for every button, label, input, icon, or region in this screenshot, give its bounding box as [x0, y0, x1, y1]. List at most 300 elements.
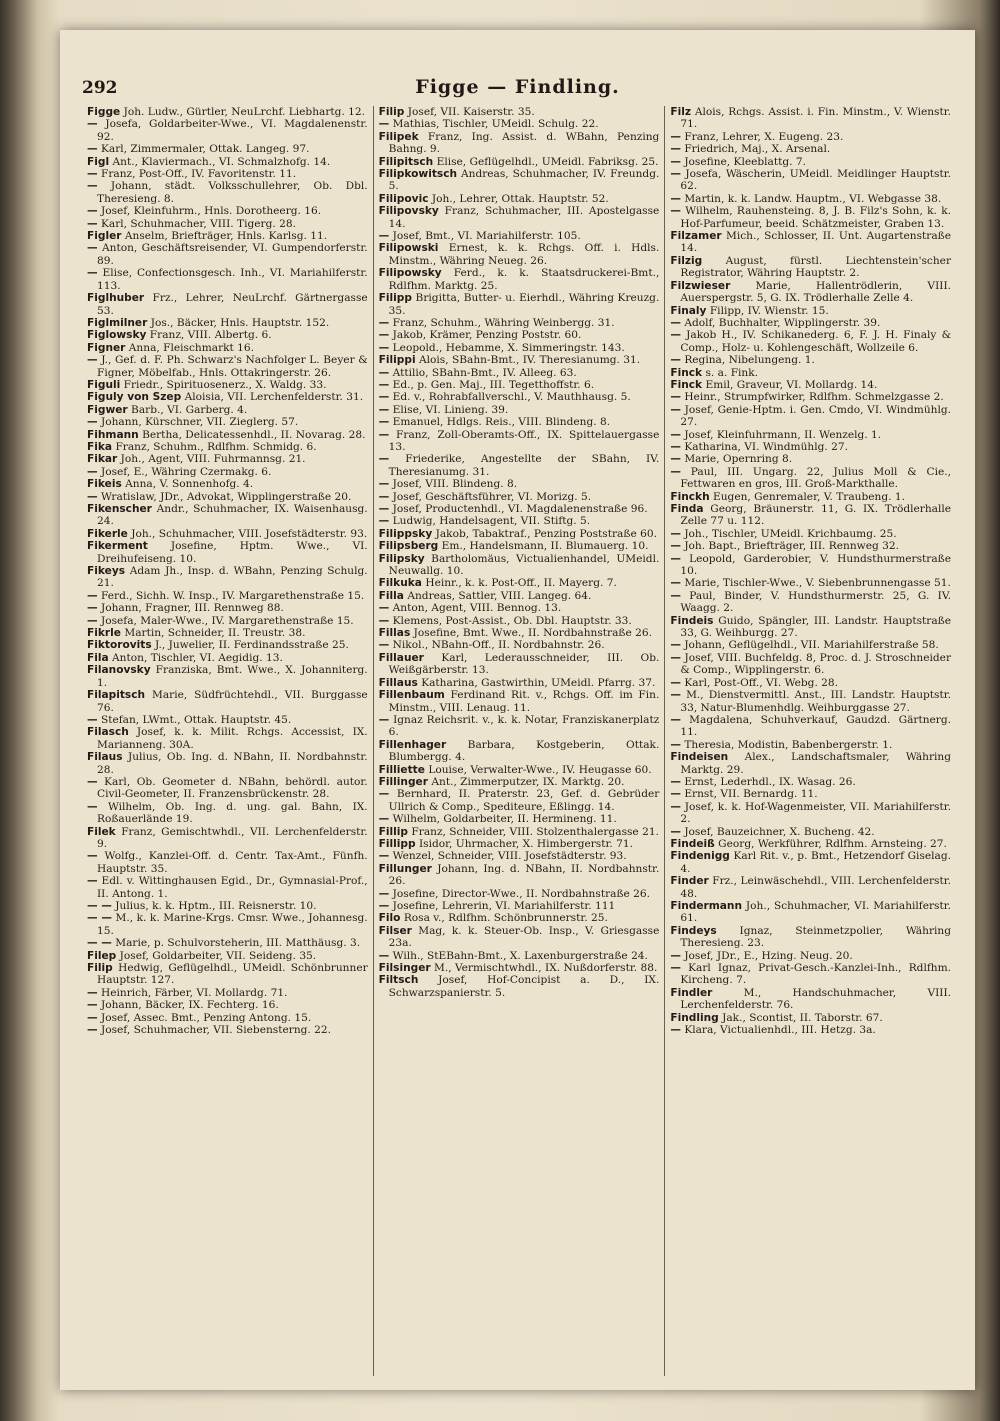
entry-surname: — — [87, 1024, 98, 1037]
entry-surname: — — [378, 428, 390, 441]
directory-entry — [670, 367, 951, 379]
directory-entry — [87, 205, 368, 217]
entry-details: Anton, Tischler, VI. Aegidig. 13. — [112, 651, 283, 664]
entry-details: Jakob, Krämer, Penzing Poststr. 60. — [392, 329, 582, 342]
entry-details: Anna, V. Sonnenhofg. 4. — [125, 478, 254, 491]
entry-surname: — — [87, 490, 98, 503]
entry-surname: — — [87, 775, 98, 788]
directory-entry — [87, 540, 368, 565]
directory-entry — [87, 218, 368, 230]
directory-entry — [379, 267, 660, 292]
entry-details: Franz, Post-Off., IV. Favoritenstr. 11. — [100, 168, 297, 181]
directory-entry — [379, 478, 660, 490]
directory-entry — [87, 118, 368, 143]
directory-entry — [670, 788, 951, 800]
directory-entry — [87, 999, 368, 1011]
entry-details: Ignaz Reichsrit. v., k. k. Notar, Franziskanerplatz 6. — [388, 713, 660, 739]
entry-surname: — — [670, 825, 681, 838]
directory-entry — [670, 379, 951, 391]
entry-surname: Fiktorovits — [87, 639, 152, 652]
entry-surname: — — [378, 515, 390, 528]
directory-entry — [379, 788, 660, 813]
entry-details: Em., Handelsmann, II. Blumauerg. 10. — [441, 540, 649, 553]
entry-details: Franz, Gemischtwhdl., VII. Lerchenfelderstr. 9. — [97, 825, 368, 850]
directory-entry — [379, 577, 660, 589]
entry-details: Paul, Binder, V. Hundsthurmerstr. 25, G. IV. Waagg. 2. — [680, 589, 952, 615]
entry-details: Edl. v. Wittinghausen Egid., Dr., Gymnasial-Prof., II. Antong. 1. — [97, 875, 368, 900]
entry-details: Josef, k. k. Hof-Wagenmeister, VII. Mariahilferstr. 2. — [680, 800, 951, 826]
entry-surname: — — [670, 788, 681, 801]
directory-entry — [670, 590, 951, 615]
directory-entry — [379, 627, 660, 639]
directory-entry — [87, 714, 368, 726]
entry-surname: Figuli — [87, 378, 121, 391]
entry-surname: Findling — [670, 1011, 719, 1024]
directory-entry — [87, 726, 368, 751]
directory-entry — [87, 478, 368, 490]
entry-details: Ignaz, Steinmetzpolier, Währing Theresieng. 23. — [680, 924, 952, 950]
entry-details: Mich., Schlosser, II. Unt. Augartenstraße 14. — [680, 230, 952, 255]
directory-entry — [670, 850, 951, 875]
directory-entry — [87, 416, 368, 428]
entry-details: Anton, Agent, VIII. Bennog. 13. — [392, 602, 562, 615]
directory-entry — [87, 590, 368, 602]
entry-surname: — — [670, 168, 681, 181]
directory-entry — [87, 664, 368, 689]
directory-entry — [670, 540, 951, 552]
entry-surname: Filaus — [87, 751, 123, 764]
entry-surname: — — [378, 887, 390, 900]
directory-entry — [670, 391, 951, 403]
entry-surname: Filippi — [378, 354, 416, 367]
entry-details: Leopold, Garderobier, V. Hundsthurmerstraße 10. — [680, 552, 952, 578]
directory-entry — [87, 950, 368, 962]
directory-entry — [670, 577, 951, 589]
directory-entry — [87, 937, 368, 949]
entry-surname: Findenigg — [670, 850, 730, 863]
entry-details: Karl, Schuhmacher, VIII. Tigerg. 28. — [100, 217, 296, 230]
entry-details: Josef, Kleinfuhrmann, II. Wenzelg. 1. — [684, 428, 882, 441]
entry-details: Franz, VIII. Albertg. 6. — [149, 329, 272, 342]
directory-entry — [379, 590, 660, 602]
directory-entry — [87, 602, 368, 614]
directory-entry — [379, 106, 660, 118]
entry-details: Franz, Schuhm., Währing Weinbergg. 31. — [392, 316, 615, 329]
entry-details: Klara, Victualienhdl., III. Hetzg. 3a. — [684, 1024, 876, 1037]
directory-entry — [379, 912, 660, 924]
entry-surname: — — [670, 552, 681, 565]
directory-entry — [379, 242, 660, 267]
entry-surname: Figler — [87, 230, 122, 243]
entry-surname: — — [670, 962, 681, 975]
entry-surname: — — [670, 577, 681, 590]
entry-surname: — — [378, 366, 390, 379]
entry-surname: — — [378, 341, 390, 354]
entry-surname: — — [670, 713, 681, 726]
entry-surname: — — [378, 416, 390, 429]
entry-details: Bartholomäus, Victualienhandel, UMeidl. Neuwallg. 10. — [388, 552, 660, 578]
entry-surname: — — [670, 800, 681, 813]
entry-details: Johann, Bäcker, IX. Fechterg. 16. — [100, 999, 279, 1012]
directory-entry — [670, 801, 951, 826]
entry-surname: Filser — [378, 924, 412, 937]
entry-surname: — — [378, 949, 390, 962]
entry-surname: — — [378, 713, 390, 726]
directory-entry — [670, 329, 951, 354]
entry-details: Bernhard, II. Praterstr. 23, Gef. d. Gebrüder Ullrich & Comp., Spediteure, Eßlingg. 14. — [388, 788, 660, 813]
entry-details: Julius, Ob. Ing. d. NBahn, II. Nordbahnstr. 28. — [97, 751, 368, 776]
directory-entry — [87, 267, 368, 292]
entry-surname: — — [378, 614, 390, 627]
directory-entry — [670, 900, 951, 925]
entry-details: Theresia, Modistin, Babenbergerstr. 1. — [684, 738, 893, 751]
page-number: 292 — [82, 78, 118, 98]
entry-details: Johann, Ing. d. NBahn, II. Nordbahnstr. 26. — [388, 862, 660, 888]
entry-details: Nikol., NBahn-Off., II. Nordbahnstr. 26. — [392, 639, 605, 652]
entry-surname: — — [378, 788, 390, 801]
entry-surname: Filzig — [670, 254, 703, 267]
entry-surname: — — [87, 180, 98, 193]
entry-details: Mathias, Tischler, UMeidl. Schulg. 22. — [392, 118, 599, 131]
entry-details: Josefa, Maler-Wwe., IV. Margarethenstraße 15. — [100, 614, 354, 627]
entry-details: Martin, k. k. Landw. Hauptm., VI. Webgasse 38. — [684, 192, 942, 205]
directory-entry — [379, 900, 660, 912]
entry-surname: — — [670, 440, 681, 453]
entry-details: Eugen, Genremaler, V. Traubeng. 1. — [713, 490, 906, 503]
entry-details: Wratislaw, JDr., Advokat, Wipplingerstraße 20. — [100, 490, 352, 503]
directory-entry — [87, 912, 368, 937]
entry-details: Frz., Lehrer, NeuLrchf. Gärtnergasse 53. — [97, 292, 368, 317]
entry-details: Anton, Geschäftsreisender, VI. Gumpendorferstr. 89. — [97, 242, 368, 267]
entry-surname: — — [670, 1024, 681, 1037]
directory-entry — [379, 838, 660, 850]
entry-details: Elise, Geflügelhdl., UMeidl. Fabriksg. 25. — [436, 155, 659, 168]
entry-surname: — — — [87, 912, 113, 925]
entry-surname: — — [378, 602, 390, 615]
entry-surname: — — [670, 527, 681, 540]
directory-entry — [670, 838, 951, 850]
entry-details: Josefa, Wäscherin, UMeidl. Meidlinger Hauptstr. 62. — [680, 168, 952, 193]
entry-surname: — — [87, 1011, 98, 1024]
entry-details: Jak., Scontist, II. Taborstr. 67. — [722, 1011, 883, 1024]
directory-entry — [87, 528, 368, 540]
entry-surname: Finaly — [670, 304, 707, 317]
directory-entry — [379, 553, 660, 578]
entry-surname: — — [87, 800, 98, 813]
entry-details: Ferd., Sichh. W. Insp., IV. Margarethenstraße 15. — [100, 589, 365, 602]
entry-details: M., Dienstvermittl. Anst., III. Landstr. Hauptstr. 33, Natur-Blumenhdlg. Weihburggasse 27. — [680, 689, 952, 714]
entry-details: Georg, Bräunerstr. 11, G. IX. Trödlerhalle Zelle 77 u. 112. — [680, 503, 952, 528]
entry-surname: — — [87, 168, 98, 181]
directory-entry — [670, 826, 951, 838]
entry-surname: Fikerment — [87, 540, 148, 553]
directory-entry — [87, 962, 368, 987]
directory-entry — [670, 1024, 951, 1036]
entry-surname: — — [670, 143, 681, 156]
entry-surname: — — [87, 713, 98, 726]
directory-entry — [670, 875, 951, 900]
entry-surname: — — [670, 465, 681, 478]
directory-entry — [379, 528, 660, 540]
entry-surname: — — [87, 589, 98, 602]
entry-surname: — — [87, 986, 98, 999]
entry-surname: Filsinger — [378, 962, 431, 975]
directory-entry — [87, 850, 368, 875]
directory-entry — [670, 962, 951, 987]
entry-surname: — — [670, 949, 681, 962]
entry-details: Johann, Fragner, III. Rennweg 88. — [100, 602, 284, 615]
directory-entry — [670, 305, 951, 317]
entry-details: Heinrich, Färber, VI. Mollardg. 71. — [100, 986, 288, 999]
directory-entry — [379, 453, 660, 478]
entry-details: Ernst, Lederhdl., IX. Wasag. 26. — [684, 775, 856, 788]
entry-details: Josef, Kleinfuhrm., Hnls. Dorotheerg. 16. — [100, 205, 322, 218]
entry-surname: — — [87, 205, 98, 218]
entry-surname: — — — [87, 937, 112, 950]
entry-surname: Filz — [670, 106, 692, 118]
entry-surname: — — [87, 850, 98, 863]
directory-entry — [87, 615, 368, 627]
directory-entry — [87, 565, 368, 590]
entry-surname: Filo — [378, 912, 401, 925]
entry-details: Josefine, Kleeblattg. 7. — [684, 155, 807, 168]
directory-entry — [87, 801, 368, 826]
directory-entry — [379, 329, 660, 341]
entry-surname: — — [670, 651, 681, 664]
entry-details: Jakob, Tabaktraf., Penzing Poststraße 60. — [435, 527, 657, 540]
entry-surname: — — [670, 676, 681, 689]
directory-entry — [87, 379, 368, 391]
entry-surname: — — [378, 503, 390, 515]
entry-details: Karl, Zimmermaler, Ottak. Langeg. 97. — [100, 143, 310, 156]
entry-surname: — — [670, 775, 681, 788]
entry-details: Wilhelm, Goldarbeiter, II. Hermineng. 11. — [392, 813, 617, 826]
directory-entry — [379, 503, 660, 515]
directory-entry — [670, 925, 951, 950]
entry-surname: Filip — [87, 962, 113, 975]
entry-details: M., Vermischtwhdl., IX. Nußdorferstr. 88. — [434, 962, 658, 975]
entry-details: Ferdinand Rit. v., Rchgs. Off. im Fin. Minstm., VIII. Lenaug. 11. — [388, 689, 660, 714]
entry-surname: — — [378, 403, 390, 416]
entry-surname: — — [87, 614, 98, 627]
directory-entry — [87, 354, 368, 379]
directory-entry — [379, 131, 660, 156]
entry-details: Regina, Nibelungeng. 1. — [684, 354, 815, 367]
directory-entry — [670, 168, 951, 193]
entry-details: Josef, Bauzeichner, X. Bucheng. 42. — [684, 825, 875, 838]
directory-entry — [379, 118, 660, 130]
entry-surname: — — [87, 465, 98, 478]
directory-entry — [670, 354, 951, 366]
directory-entry — [87, 230, 368, 242]
entry-surname: Filipsberg — [378, 540, 439, 553]
directory-entry — [87, 106, 368, 118]
directory-entry — [670, 453, 951, 465]
directory-entry — [670, 441, 951, 453]
entry-details: Marie, Tischler-Wwe., V. Siebenbrunnengasse 51. — [684, 577, 951, 590]
entry-details: Aloisia, VII. Lerchenfelderstr. 31. — [184, 391, 364, 404]
entry-surname: — — [670, 329, 681, 342]
entry-details: Franz, Schuhmacher, III. Apostelgasse 14. — [388, 205, 660, 230]
entry-details: Isidor, Uhrmacher, X. Himbergerstr. 71. — [418, 837, 633, 850]
entry-details: Adam Jh., Insp. d. WBahn, Penzing Schulg. 21. — [97, 565, 368, 590]
directory-entry — [379, 168, 660, 193]
directory-entry — [379, 974, 660, 999]
entry-details: Joh., Tischler, UMeidl. Krichbaumg. 25. — [684, 527, 897, 540]
directory-entry — [379, 776, 660, 788]
directory-entry — [670, 615, 951, 640]
entry-surname: — — [87, 118, 98, 131]
directory-entry — [379, 639, 660, 651]
entry-surname: Figge — [87, 106, 121, 118]
entry-surname: Fikenscher — [87, 503, 152, 515]
entry-surname: Filkuka — [378, 577, 422, 590]
entry-details: Wenzel, Schneider, VIII. Josefstädterstr. 93. — [392, 850, 627, 863]
directory-entry — [379, 416, 660, 428]
entry-details: Elise, VI. Linieng. 39. — [392, 403, 509, 416]
entry-surname: Finck — [670, 378, 703, 391]
directory-entry — [379, 863, 660, 888]
entry-details: Filipp, IV. Wienstr. 15. — [709, 304, 829, 317]
directory-entry — [670, 652, 951, 677]
entry-surname: Filzwieser — [670, 279, 731, 292]
entry-surname: — — [87, 242, 98, 255]
entry-surname: — — [670, 205, 681, 218]
entry-surname: — — [378, 329, 390, 342]
entry-details: Alois, SBahn-Bmt., IV. Theresianumg. 31. — [418, 354, 641, 367]
entry-surname: — — [378, 391, 390, 404]
entry-surname: — — [87, 875, 98, 888]
directory-entry — [670, 156, 951, 168]
entry-details: Andr., Schuhmacher, IX. Waisenhausg. 24. — [97, 503, 368, 528]
entry-details: Joh., Lehrer, Ottak. Hauptstr. 52. — [431, 192, 609, 205]
directory-entry — [379, 367, 660, 379]
entry-surname: — — [670, 738, 681, 751]
directory-entry — [670, 404, 951, 429]
directory-entry — [379, 540, 660, 552]
entry-surname: — — [87, 143, 98, 156]
entry-surname: Filliette — [378, 763, 425, 776]
entry-details: Stefan, LWmt., Ottak. Hauptstr. 45. — [100, 713, 292, 726]
entry-surname: Fillenhager — [378, 738, 447, 751]
entry-details: s. a. Fink. — [705, 366, 759, 379]
directory-entry — [379, 962, 660, 974]
entry-surname: Finder — [670, 875, 709, 888]
entry-details: J., Gef. d. F. Ph. Schwarz's Nachfolger L. Beyer & Figner, Möbelfab., Hnls. Ottakringerstr. 26. — [97, 354, 368, 379]
column-2 — [373, 106, 665, 1376]
entry-details: Josef, Assec. Bmt., Penzing Antong. 15. — [100, 1011, 312, 1024]
entry-details: Ed., p. Gen. Maj., III. Tegetthoffstr. 6. — [392, 378, 595, 391]
directory-entry — [87, 441, 368, 453]
entry-surname: — — [378, 478, 390, 491]
directory-entry — [87, 627, 368, 639]
entry-details: Attilio, SBahn-Bmt., IV. Alleeg. 63. — [392, 366, 577, 379]
entry-surname: Filasch — [87, 726, 129, 739]
entry-surname: — — [670, 689, 681, 702]
entry-details: Ferd., k. k. Staatsdruckerei-Bmt., Rdlfhm. Marktg. 25. — [388, 267, 660, 292]
directory-entry — [379, 205, 660, 230]
directory-entry — [670, 193, 951, 205]
entry-details: Ed. v., Rohrabfallverschl., V. Mauthhausg. 5. — [392, 391, 631, 404]
entry-surname: — — [378, 230, 390, 243]
entry-surname: Findeisen — [670, 751, 729, 764]
entry-surname: — — [378, 118, 390, 131]
entry-details: Andreas, Schuhmacher, IV. Freundg. 5. — [388, 168, 660, 193]
entry-surname: — — [378, 813, 390, 826]
entry-details: Josef, VII. Kaiserstr. 35. — [407, 106, 535, 118]
entry-surname: Filipowski — [378, 242, 439, 255]
entry-surname: Fillip — [378, 825, 409, 838]
directory-entry — [379, 826, 660, 838]
directory-entry — [670, 677, 951, 689]
directory-entry — [670, 205, 951, 230]
entry-surname: Fillaus — [378, 676, 418, 689]
directory-entry — [87, 342, 368, 354]
entry-surname: — — [670, 391, 681, 404]
entry-details: Alois, Rchgs. Assist. i. Fin. Minstm., V. Wienstr. 71. — [680, 106, 952, 131]
directory-entry — [87, 1012, 368, 1024]
directory-entry — [87, 652, 368, 664]
entry-details: Josef, Genie-Hptm. i. Gen. Cmdo, VI. Windmühlg. 27. — [680, 403, 952, 429]
entry-details: Jos., Bäcker, Hnls. Hauptstr. 152. — [150, 316, 330, 329]
directory-entry — [87, 689, 368, 714]
entry-surname: Figner — [87, 341, 126, 354]
directory-entry — [379, 850, 660, 862]
entry-surname: — — [87, 999, 98, 1012]
entry-details: Heinr., Strumpfwirker, Rdlfhm. Schmelzgasse 2. — [684, 391, 944, 404]
entry-surname: — — [670, 589, 681, 602]
entry-surname: Filipowsky — [378, 267, 442, 280]
entry-surname: — — [87, 267, 98, 280]
entry-details: Leopold., Hebamme, X. Simmeringstr. 143. — [392, 341, 625, 354]
entry-details: Joh. Bapt., Briefträger, III. Rennweg 32. — [684, 540, 900, 553]
entry-details: Wilh., StEBahn-Bmt., X. Laxenburgerstraße 24. — [392, 949, 648, 962]
entry-details: Andreas, Sattler, VIII. Langeg. 64. — [407, 589, 592, 602]
directory-entry — [87, 639, 368, 651]
entry-details: Friedrich, Maj., X. Arsenal. — [684, 143, 831, 156]
entry-details: M., Handschuhmacher, VIII. Lerchenfelderstr. 76. — [680, 986, 952, 1012]
directory-entry — [670, 689, 951, 714]
entry-surname: Fikerle — [87, 527, 128, 540]
entry-surname: Filla — [378, 589, 404, 602]
directory-entry — [87, 1024, 368, 1036]
entry-details: Friederike, Angestellte der SBahn, IV. Theresianumg. 31. — [388, 453, 660, 478]
directory-entry — [379, 925, 660, 950]
entry-surname: Filipovic — [378, 192, 429, 205]
entry-surname: Figl — [87, 155, 110, 168]
entry-surname: Filep — [87, 949, 117, 962]
entry-surname: Fikrle — [87, 627, 121, 640]
directory-entry — [670, 950, 951, 962]
column-3 — [664, 106, 956, 1376]
entry-details: Josef, k. k. Milit. Rchgs. Accessist, IX. Marianneng. 30A. — [97, 726, 368, 751]
entry-details: Adolf, Buchhalter, Wipplingerstr. 39. — [684, 316, 881, 329]
entry-surname: Filanovsky — [87, 664, 151, 677]
entry-details: Katharina, Gastwirthin, UMeidl. Pfarrg. 37. — [421, 676, 656, 689]
entry-details: Johann, städt. Volksschullehrer, Ob. Dbl. Theresieng. 8. — [97, 180, 368, 205]
directory-entry — [379, 379, 660, 391]
entry-surname: Findeiß — [670, 837, 715, 850]
directory-entry — [87, 900, 368, 912]
entry-details: Joh. Ludw., Gürtler, NeuLrchf. Liebhartg. 12. — [123, 106, 366, 118]
directory-entry — [379, 317, 660, 329]
entry-details: Guido, Spängler, III. Landstr. Hauptstraße 33, G. Weihburgg. 27. — [680, 614, 952, 640]
entry-details: Josef, Hof-Concipist a. D., IX. Schwarzspanierstr. 5. — [388, 974, 660, 999]
entry-details: Karl, Ob. Geometer d. NBahn, behördl. autor. Civil-Geometer, II. Franzensbrückenstr. 28. — [97, 775, 368, 801]
entry-surname: Filipovsky — [378, 205, 439, 218]
entry-details: Frz., Leinwäschehdl., VIII. Lerchenfelderstr. 48. — [680, 875, 952, 900]
entry-details: Franz, Schuhm., Rdlfhm. Schmidg. 6. — [115, 440, 317, 453]
